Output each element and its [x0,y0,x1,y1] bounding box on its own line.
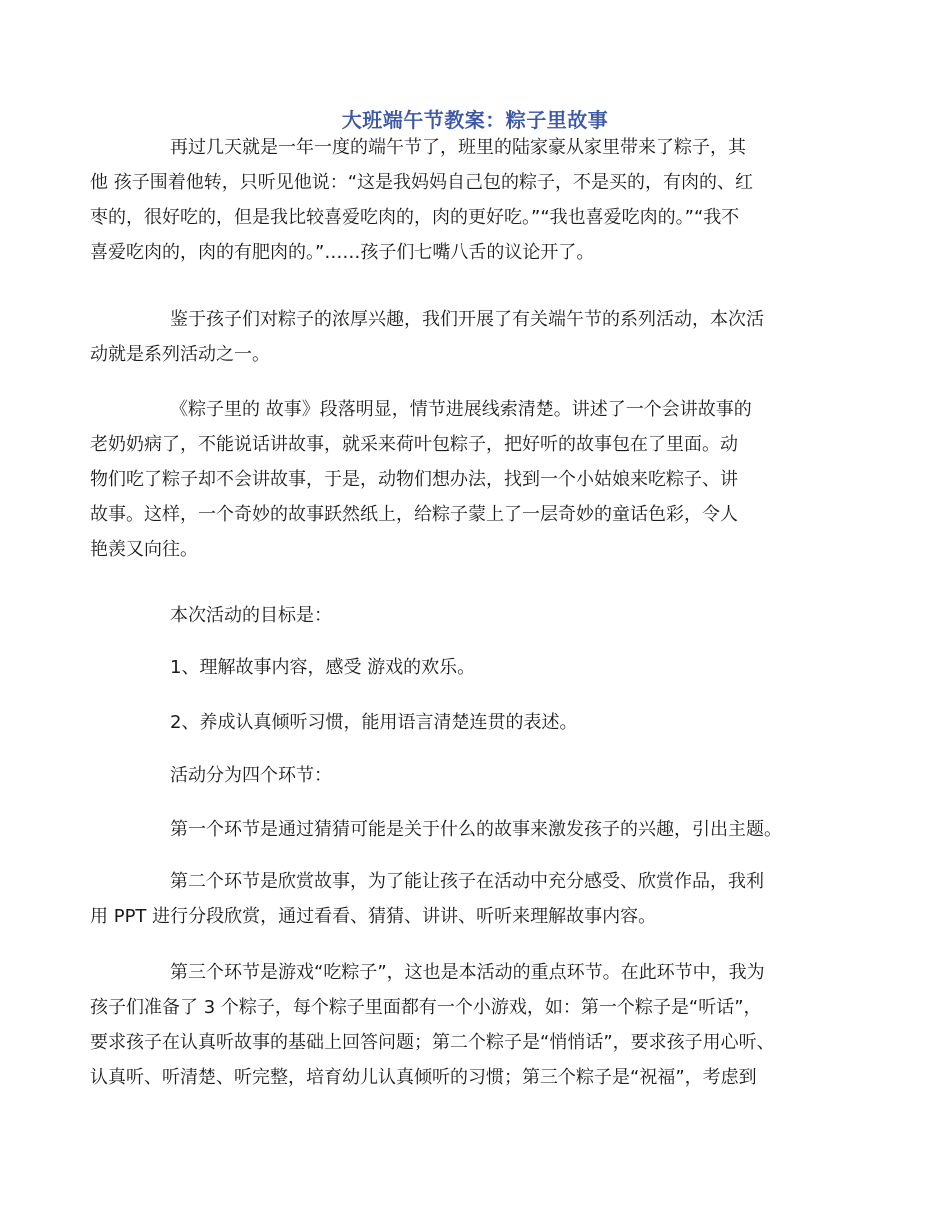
paragraph-line: 认真听、听清楚、听完整，培育幼儿认真倾听的习惯；第三个粽子是“祝福”，考虑到 [90,1067,757,1088]
paragraph-line: 要求孩子在认真听故事的基础上回答问题；第二个粽子是“悄悄话”，要求孩子用心听、 [90,1032,775,1053]
document-title: 大班端午节教案：粽子里故事 [341,108,609,132]
paragraph-line: 鉴于孩子们对粽子的浓厚兴趣，我们开展了有关端午节的系列活动，本次活 [170,309,764,330]
paragraph-line: 他 孩子围着他转，只听见他说：“这是我妈妈自己包的粽子，不是买的，有肉的、红 [90,172,754,193]
paragraph-line: 老奶奶病了，不能说话讲故事，就采来荷叶包粽子，把好听的故事包在了里面。动 [90,434,738,455]
section-1-text: 第一个环节是通过猜猜可能是关于什么的故事来激发孩子的兴趣，引出主题。 [170,819,782,840]
paragraph-line: 物们吃了粽子却不会讲故事，于是，动物们想办法，找到一个小姑娘来吃粽子、讲 [90,469,738,490]
goals-heading: 本次活动的目标是： [170,605,332,626]
goal-item-1: 1、理解故事内容，感受 游戏的欢乐。 [170,657,476,678]
paragraph-line: 《粽子里的 故事》段落明显，情节进展线索清楚。讲述了一个会讲故事的 [170,399,752,420]
paragraph-line: 第二个环节是欣赏故事，为了能让孩子在活动中充分感受、欣赏作品，我利 [170,871,764,892]
paragraph-line: 第三个环节是游戏“吃粽子”，这也是本活动的重点环节。在此环节中，我为 [170,962,765,983]
paragraph-section-2 [90,864,870,934]
paragraph-story-summary [90,392,870,567]
paragraph-section-3 [90,955,870,1095]
paragraph-line: 再过几天就是一年一度的端午节了，班里的陆家豪从家里带来了粽子，其 [170,137,746,158]
paragraph-line: 用 PPT 进行分段欣赏，通过看看、猜猜、讲讲、听听来理解故事内容。 [90,906,657,927]
paragraph-line: 故事。这样，一个奇妙的故事跃然纸上，给粽子蒙上了一层奇妙的童话色彩，令人 [90,504,738,525]
sections-heading: 活动分为四个环节： [170,765,332,786]
paragraph-line: 枣的，很好吃的，但是我比较喜爱吃肉的，肉的更好吃。”“我也喜爱吃肉的。”“我不 [90,207,740,228]
paragraph-line: 喜爱吃肉的，肉的有肥肉的。”……孩子们七嘴八舌的议论开了。 [90,242,595,263]
paragraph-background [90,302,870,372]
paragraph-line: 艳羡又向往。 [90,539,198,560]
goal-item-2: 2、养成认真倾听习惯，能用语言清楚连贯的表述。 [170,712,578,733]
paragraph-intro [90,130,870,270]
paragraph-line: 动就是系列活动之一。 [90,344,270,365]
paragraph-line: 孩子们准备了 3 个粽子，每个粽子里面都有一个小游戏，如：第一个粽子是“听话”， [90,997,762,1018]
